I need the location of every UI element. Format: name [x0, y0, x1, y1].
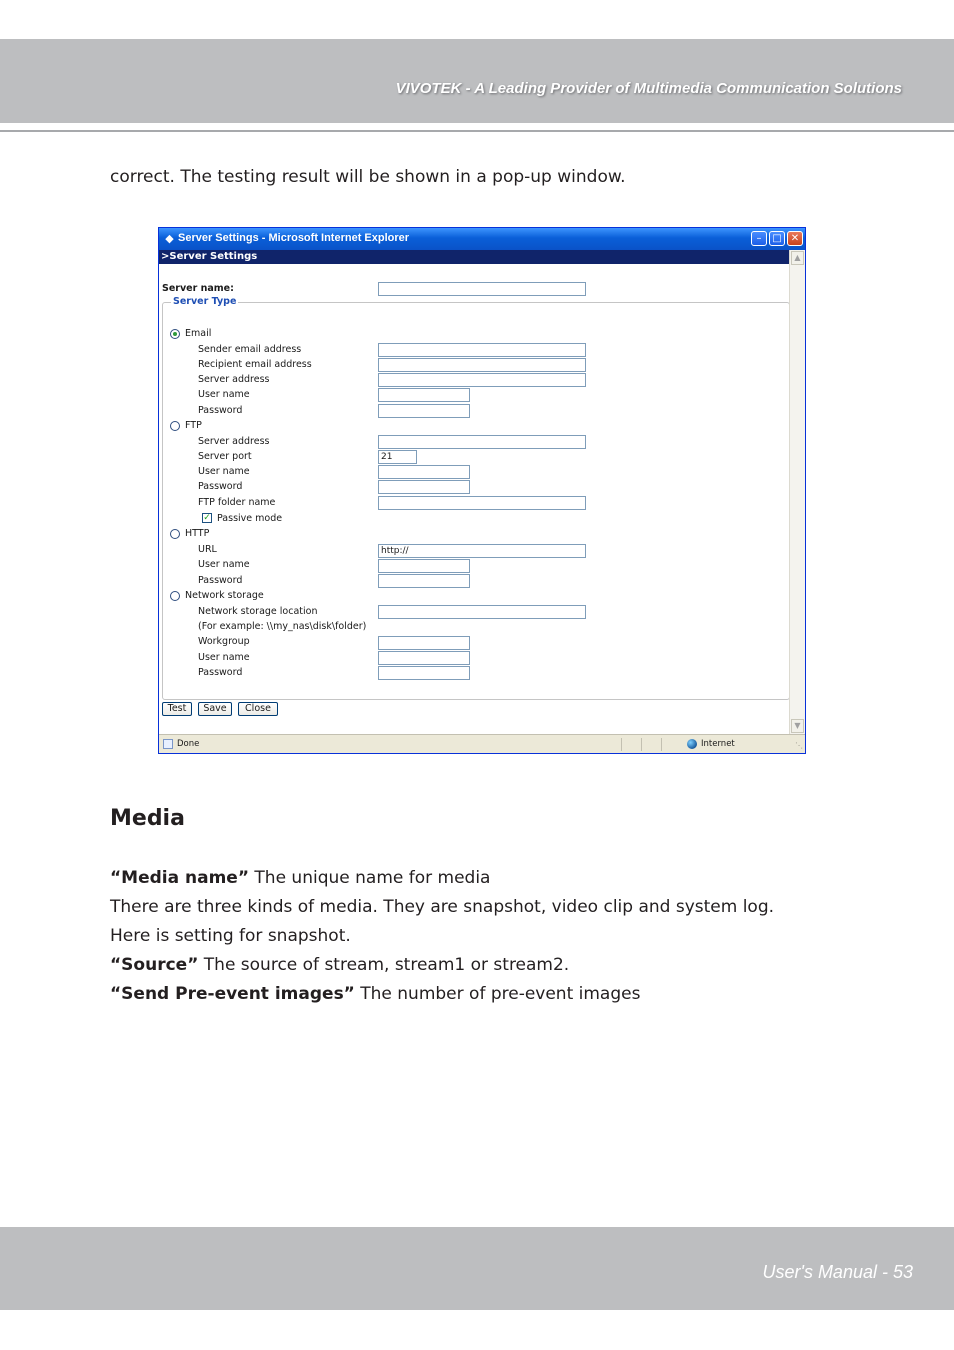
source-desc: The source of stream, stream1 or stream2.: [198, 955, 570, 975]
pre-event-paragraph: [110, 984, 640, 1004]
test-button[interactable]: Test: [162, 702, 192, 716]
server-name-label: Server name:: [162, 283, 234, 294]
vertical-scrollbar[interactable]: [789, 250, 805, 734]
scroll-down-icon[interactable]: ▼: [791, 719, 804, 733]
ftp-server-port-label: Server port: [198, 451, 252, 462]
header-title: VIVOTEK - A Leading Provider of Multimedia Communication Solutions: [395, 80, 902, 97]
window-title-bar: [159, 228, 805, 250]
http-url-input[interactable]: http://: [378, 544, 586, 558]
window-content: [159, 250, 789, 734]
kinds-paragraph: There are three kinds of media. They are snapshot, video clip and system log.: [110, 897, 775, 917]
server-settings-window: [158, 227, 806, 754]
server-type-legend: Server Type: [173, 296, 237, 307]
network-storage-password-input[interactable]: [378, 666, 470, 680]
media-name-desc: The unique name for media: [249, 868, 491, 888]
recipient-email-label: Recipient email address: [198, 359, 312, 370]
workgroup-input[interactable]: [378, 636, 470, 650]
ftp-folder-input[interactable]: [378, 496, 586, 510]
network-storage-radio[interactable]: [170, 591, 180, 601]
email-server-address-label: Server address: [198, 374, 270, 385]
sender-email-label: Sender email address: [198, 344, 302, 355]
email-radio[interactable]: [170, 329, 180, 339]
email-user-name-label: User name: [198, 389, 250, 400]
minimize-icon[interactable]: –: [751, 231, 767, 246]
status-divider: [621, 738, 622, 751]
close-button[interactable]: Close: [238, 702, 278, 716]
http-label: HTTP: [185, 528, 210, 539]
workgroup-label: Workgroup: [198, 636, 250, 647]
ftp-password-input[interactable]: [378, 480, 470, 494]
header-divider: [0, 130, 954, 132]
network-storage-password-label: Password: [198, 667, 243, 678]
page-done-icon: [163, 739, 173, 749]
page-header: [0, 39, 954, 123]
ftp-server-address-label: Server address: [198, 436, 270, 447]
server-name-input[interactable]: [378, 282, 586, 296]
globe-icon: [687, 739, 697, 749]
http-password-input[interactable]: [378, 574, 470, 588]
snapshot-paragraph: Here is setting for snapshot.: [110, 926, 351, 946]
email-label: Email: [185, 328, 212, 339]
ie-icon: ◆: [165, 232, 174, 245]
status-text: Done: [177, 739, 200, 749]
status-divider: [641, 738, 642, 751]
window-title: Server Settings - Microsoft Internet Explorer: [178, 232, 410, 244]
maximize-icon[interactable]: □: [769, 231, 785, 246]
network-storage-label: Network storage: [185, 590, 264, 601]
section-title: Media: [110, 806, 185, 831]
http-user-name-label: User name: [198, 559, 250, 570]
page-heading-bar: [159, 250, 789, 264]
email-password-input[interactable]: [378, 404, 470, 418]
media-name-term: “Media name”: [110, 868, 249, 888]
network-storage-user-name-label: User name: [198, 652, 250, 663]
ftp-user-name-label: User name: [198, 466, 250, 477]
status-bar: [159, 734, 805, 753]
ftp-server-port-input[interactable]: 21: [378, 450, 417, 464]
pre-event-term: “Send Pre-event images”: [110, 984, 355, 1004]
ftp-server-address-input[interactable]: [378, 435, 586, 449]
scroll-up-icon[interactable]: ▲: [791, 251, 804, 265]
ftp-folder-label: FTP folder name: [198, 497, 276, 508]
email-password-label: Password: [198, 405, 243, 416]
source-term: “Source”: [110, 955, 199, 975]
network-storage-user-name-input[interactable]: [378, 651, 470, 665]
security-zone: Internet: [701, 739, 735, 749]
passive-mode-checkbox[interactable]: ✓: [203, 513, 211, 523]
ftp-user-name-input[interactable]: [378, 465, 470, 479]
pre-event-desc: The number of pre-event images: [354, 984, 641, 1004]
recipient-email-input[interactable]: [378, 358, 586, 372]
ftp-label: FTP: [185, 420, 202, 431]
http-radio[interactable]: [170, 529, 180, 539]
network-storage-example: (For example: \\my_nas\disk\folder): [198, 621, 367, 632]
page-footer: [0, 1227, 954, 1310]
save-button[interactable]: Save: [198, 702, 232, 716]
status-divider: [661, 738, 662, 751]
footer-page-number: User's Manual - 53: [762, 1262, 913, 1282]
close-icon[interactable]: ✕: [787, 231, 803, 246]
http-url-label: URL: [198, 544, 217, 555]
email-user-name-input[interactable]: [378, 388, 470, 402]
media-name-paragraph: [110, 868, 490, 888]
page-heading: >Server Settings: [161, 251, 258, 262]
ftp-password-label: Password: [198, 481, 243, 492]
passive-mode-label: Passive mode: [217, 513, 283, 524]
http-password-label: Password: [198, 575, 243, 586]
sender-email-input[interactable]: [378, 343, 586, 357]
network-storage-location-label: Network storage location: [198, 606, 318, 617]
ftp-radio[interactable]: [170, 421, 180, 431]
resize-grip-icon[interactable]: ⋱: [795, 741, 803, 750]
http-user-name-input[interactable]: [378, 559, 470, 573]
intro-text: correct. The testing result will be shown in a pop-up window.: [110, 167, 626, 187]
source-paragraph: [110, 955, 569, 975]
network-storage-location-input[interactable]: [378, 605, 586, 619]
email-server-address-input[interactable]: [378, 373, 586, 387]
